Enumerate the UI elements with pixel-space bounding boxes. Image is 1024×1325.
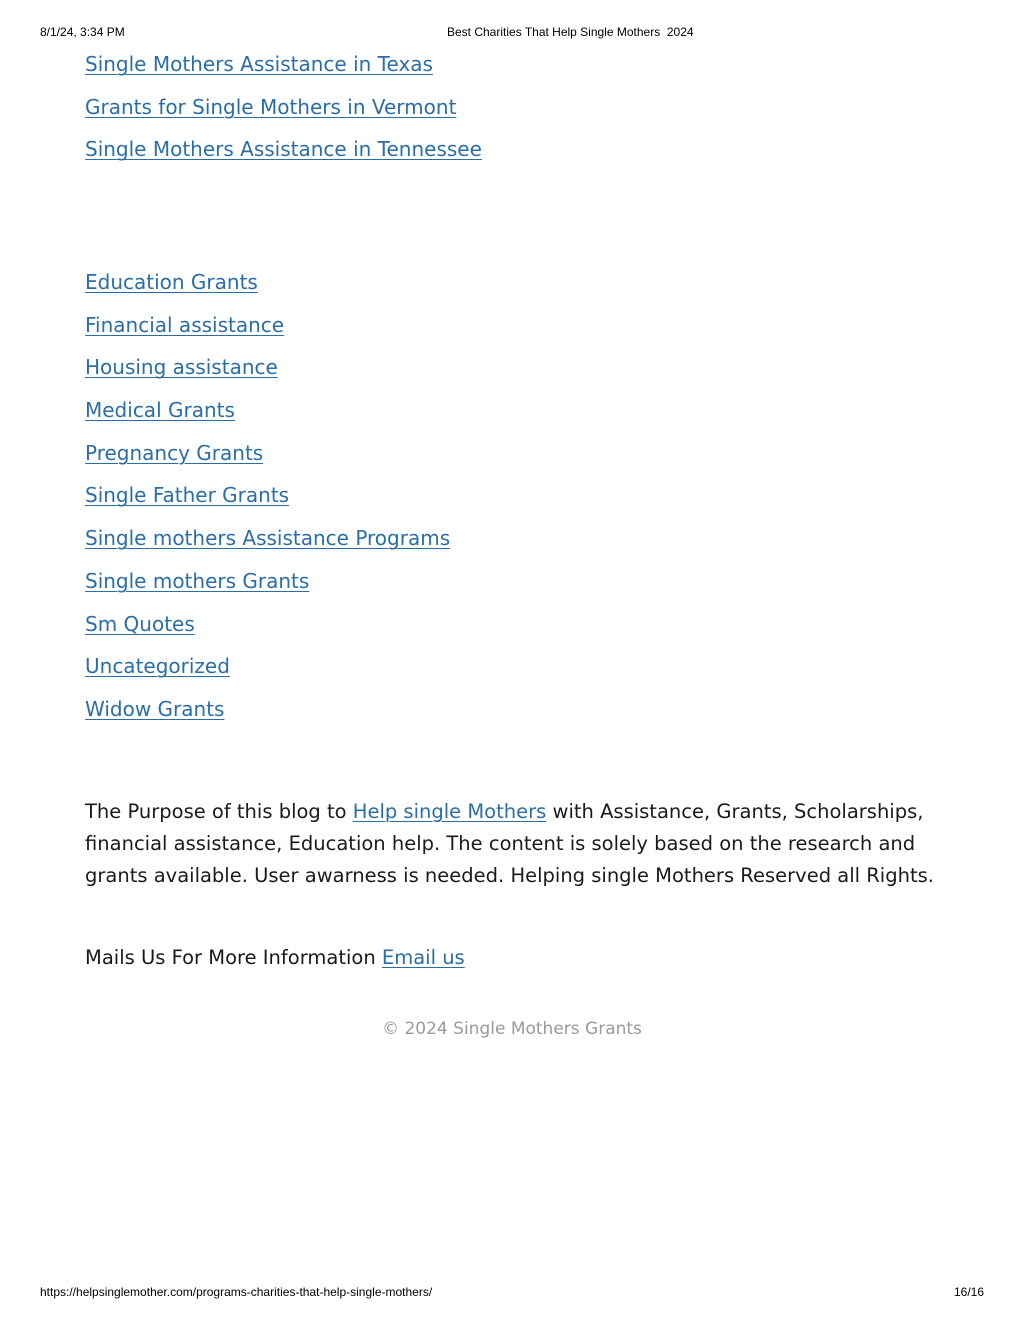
list-item <box>85 311 450 354</box>
state-links-list <box>85 50 482 178</box>
print-url: https://helpsinglemother.com/programs-charities-that-help-single-mothers/ <box>40 1285 433 1299</box>
list-item <box>85 481 450 524</box>
print-footer <box>0 1285 1024 1301</box>
link-tennessee[interactable]: Single Mothers Assistance in Tennessee <box>85 137 482 162</box>
mail-text: Mails Us For More Information <box>85 945 382 969</box>
category-housing-assistance[interactable]: Housing assistance <box>85 355 278 380</box>
list-item <box>85 652 450 695</box>
list-item <box>85 695 450 738</box>
list-item <box>85 524 450 567</box>
list-item <box>85 353 450 396</box>
category-links-list <box>85 268 450 738</box>
category-single-mothers-assistance-programs[interactable]: Single mothers Assistance Programs <box>85 526 451 551</box>
print-header <box>0 25 1024 41</box>
category-widow-grants[interactable]: Widow Grants <box>85 696 225 721</box>
category-sm-quotes[interactable]: Sm Quotes <box>85 611 195 636</box>
email-us-link[interactable]: Email us <box>381 945 465 969</box>
print-document-title: Best Charities That Help Single Mothers 2024 <box>447 25 694 39</box>
about-text-prefix: The Purpose of this blog to <box>85 799 353 823</box>
page-number: 16/16 <box>953 1285 984 1299</box>
category-uncategorized[interactable]: Uncategorized <box>85 654 230 679</box>
print-date: 8/1/24, 3:34 PM <box>40 25 125 39</box>
help-single-mothers-link[interactable]: Help single Mothers <box>352 799 547 823</box>
about-paragraph <box>85 796 945 892</box>
list-item <box>85 50 482 93</box>
mail-line <box>85 942 465 974</box>
list-item <box>85 567 450 610</box>
category-single-father-grants[interactable]: Single Father Grants <box>85 483 290 508</box>
list-item <box>85 439 450 482</box>
category-financial-assistance[interactable]: Financial assistance <box>85 312 285 337</box>
category-pregnancy-grants[interactable]: Pregnancy Grants <box>85 440 264 465</box>
list-item <box>85 396 450 439</box>
link-vermont[interactable]: Grants for Single Mothers in Vermont <box>85 94 457 119</box>
list-item <box>85 268 450 311</box>
about-text-suffix: with Assistance, Grants, Scholarships, financial assistance, Education help. The content is solely based on the research and grants available. User awarness is needed. Helping single Mothers Reserved all Rights. <box>85 799 934 887</box>
link-texas[interactable]: Single Mothers Assistance in Texas <box>85 52 433 76</box>
category-education-grants[interactable]: Education Grants <box>85 270 258 294</box>
list-item <box>85 93 482 136</box>
category-single-mothers-grants[interactable]: Single mothers Grants <box>85 568 310 593</box>
category-medical-grants[interactable]: Medical Grants <box>85 398 235 423</box>
list-item <box>85 610 450 653</box>
copyright-text: © 2024 Single Mothers Grants <box>382 1019 642 1039</box>
list-item <box>85 135 482 178</box>
